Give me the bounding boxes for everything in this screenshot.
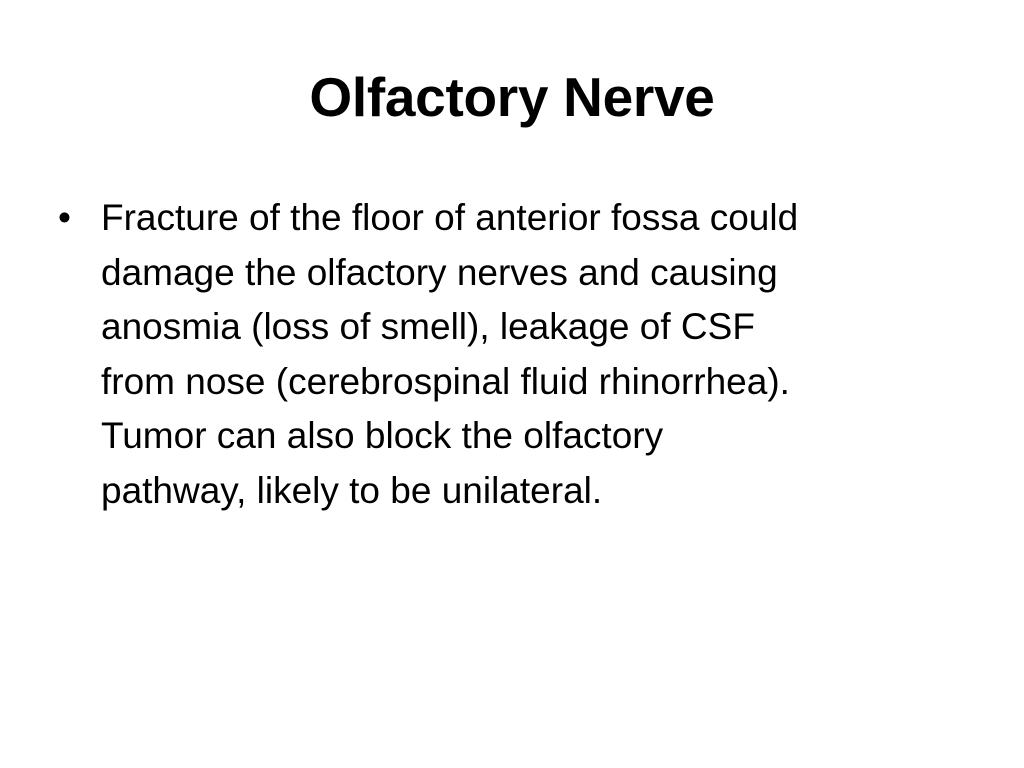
bullet-marker: • [58,197,71,238]
bullet-item [58,191,978,518]
bullet-text: Fracture of the floor of anterior fossa could damage the olfactory nerves and causing anosmia (loss of smell), leakage of CSF from nose (cerebrospinal fluid rhinorrhea). Tumor can also block the olfactory pathway, likely to be unilateral. [101,197,799,511]
slide-title: Olfactory Nerve [309,66,715,128]
bullet-list [58,191,978,518]
